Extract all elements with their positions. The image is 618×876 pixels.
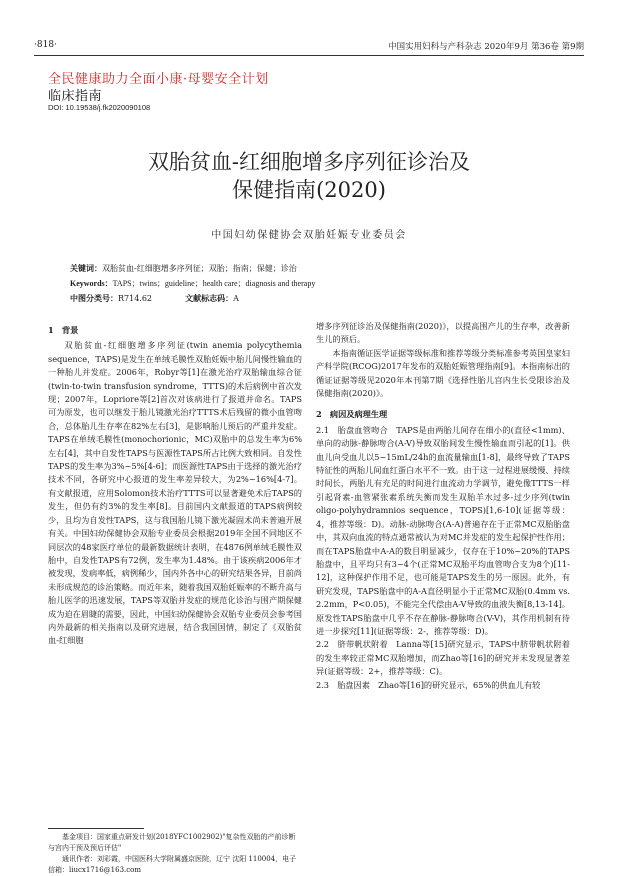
clc-label: 中图分类号： <box>70 293 118 303</box>
title-line-2: 保健指南(2020) <box>232 178 386 202</box>
article-title <box>48 148 570 204</box>
title-line-1: 双胎贫血-红细胞增多序列征诊治及 <box>147 150 471 174</box>
page-number: ·818· <box>34 40 57 50</box>
keywords-cn <box>70 262 570 275</box>
journal-header: 中国实用妇科与产科杂志 2020年9月 第36卷 第9期 <box>388 42 584 52</box>
campaign-banner: 全民健康助力全面小康·母婴安全计划 <box>48 72 269 87</box>
footnote-rule <box>48 828 144 829</box>
article-type: 临床指南 <box>48 89 103 104</box>
background-paragraph: 双胎贫血-红细胞增多序列征(twin anemia polycythemia sequence，TAPS)是发生在单绒毛膜性双胎妊娠中胎儿间慢性输血的一种胎儿并发症。2006年，Robyr等[1]在激光治疗双胎输血综合征(twin-to-twin transfusion syndrome，TTTS)的术后病例中首次发现；2007年，Lopriore等[2]首次对该病进行了报道并命名。TAPS可为原发，也可以继发于胎儿镜激光治疗TTTS术后残留的微小血管吻合，总体胎儿生存率在82%左右[3]，是影响胎儿预后的严重并发症。TAPS在单绒毛膜性(monochorionic，MC)双胎中的总发生率为6%左右[4]，其中自发性TAPS与医源性TAPS所占比例大致相同。自发性TAPS的发生率为3%~5%[4-6]；而医源性TAPS由于选择的激光治疗技术不同，各研究中心报道的发生率差异较大，为2%~16%[4-7]。有文献报道，应用Solomon技术治疗TTTS可以显著避免术后TAPS的发生，但仍有约3%的发生率[8]。目前国内文献报道的TAPS病例较少，且均为自发性TAPS，这与我国胎儿镜下激光凝固术尚未普遍开展有关。中国妇幼保健协会双胎专业委员会根据2019年全国不同地区不同层次的48家医疗单位的最新数据统计表明，在4876例单绒毛膜性双胎中，自发性TAPS有72例，发生率为1.48%。由于该疾病2006年才被发现，发病率低，病例稀少，国内外各中心的研究结果各异，目前尚未形成规范的诊治策略。而近年来，随着我国双胎妊娠率的不断升高与胎儿医学的迅速发展，TAPS等双胎并发症的规范化诊治与围产期保健成为迫在眉睫的需要，因此，中国妇幼保健协会双胎专业委员会参考国内外最新的相关指南以及研究进展，结合我国国情，制定了《双胎贫血-红细胞 <box>48 340 302 646</box>
section-heading-etiology: 2 病因及病理生理 <box>316 409 388 420</box>
corresponding-author: 通讯作者：刘彩霞，中国医科大学附属盛京医院，辽宁 沈阳 110004，电子信箱：liucx1716@163.com <box>48 855 297 874</box>
keywords-en-text: TAPS；twins；guideline；health care；diagnosis and therapy <box>112 279 316 288</box>
keywords-cn-text: 双胎贫血-红细胞增多序列征；双胎；指南；保健；诊治 <box>102 264 297 273</box>
doi: DOI: 10.19538/j.fk2020090108 <box>48 103 151 112</box>
authors: 中国妇幼保健协会双胎妊娠专业委员会 <box>211 230 407 241</box>
fund-note: 基金项目：国家重点研发计划(2018YFC1002902)"复杂性双胎的产前诊断与宫内干预及预后评估" <box>48 833 296 852</box>
subsection-2-3: 2.3 胎盘因素 Zhao等[16]的研究显示，65%的供血儿有较 <box>316 679 541 690</box>
keywords-en <box>70 277 570 290</box>
doc-code-label: 文献标志码： <box>185 293 234 303</box>
left-column <box>48 320 302 648</box>
section-heading-background: 1 背景 <box>48 325 79 335</box>
clc-value: R714.62 <box>118 294 153 303</box>
continued-paragraph: 增多序列征诊治及保健指南(2020)》，以提高围产儿的生存率，改善新生儿的预后。 <box>316 321 570 345</box>
footnote <box>48 832 302 876</box>
evidence-paragraph: 本指南循证医学证据等级标准和推荐等级分类标准参考英国皇家妇产科学院(RCOG)2017年发布的双胎妊娠管理指南[9]。本指南标出的循证证据等级见2020年本刊第7期《选择性胎儿宫内生长受限诊治及保健指南(2020)》。 <box>316 347 570 399</box>
subsection-2-1: 2.1 胎盘血管吻合 TAPS是由两胎儿间存在细小的(直径<1mm)、单向的动脉-静脉吻合(A-V)导致双胎间发生慢性输血而引起的[1]。供血儿向受血儿以5~15mL/24h的血流量输血[1-8]，最终导致了TAPS特征性的两胎儿间血红蛋白水平不一致。由于这一过程进展缓慢、持续时间长，两胎儿有充足的时间进行血流动力学调节，避免像TTTS一样引起肾素-血管紧张素系统失衡而发生双胎羊水过多-过少序列(twin oligo-polyhydramnios sequence，TOPS)[1,6-10](证据等级：4，推荐等级：D)。动脉-动脉吻合(A-A)普遍存在于正常MC双胎胎盘中，其双向血流的特点通常被认为对MC并发症的发生起保护性作用；而在TAPS胎盘中A-A的数目明显减少，仅存在于10%~20%的TAPS胎盘中，且平均只有3~4个(正常MC双胎平均血管吻合支为8个)[11-12]，这种保护作用不足，也可能是TAPS发生的另一原因。此外，有研究发现，TAPS胎盘中的A-A直径明显小于正常MC双胎(0.4mm vs. 2.2mm，P<0.05)，不能完全代偿由A-V导致的血液失衡[8,13-14]。原发性TAPS胎盘中几乎不存在静脉-静脉吻合(V-V)，其作用机制有待进一步探究[11](证据等级：2-，推荐等级：D)。 <box>316 424 570 636</box>
keywords-en-label: Keywords： <box>70 279 113 288</box>
subsection-2-2: 2.2 脐带帆状附着 Lanna等[15]研究显示，TAPS中脐带帆状附着的发生率较正常MC双胎增加，而Zhao等[16]的研究并未发现显著差异(证据等级：2+，推荐等级：C)。 <box>316 639 570 677</box>
right-column <box>316 320 570 692</box>
classification <box>70 292 570 305</box>
keywords-cn-label: 关键词： <box>70 263 102 273</box>
doc-code-value: A <box>233 294 239 303</box>
header-rule <box>34 55 584 56</box>
